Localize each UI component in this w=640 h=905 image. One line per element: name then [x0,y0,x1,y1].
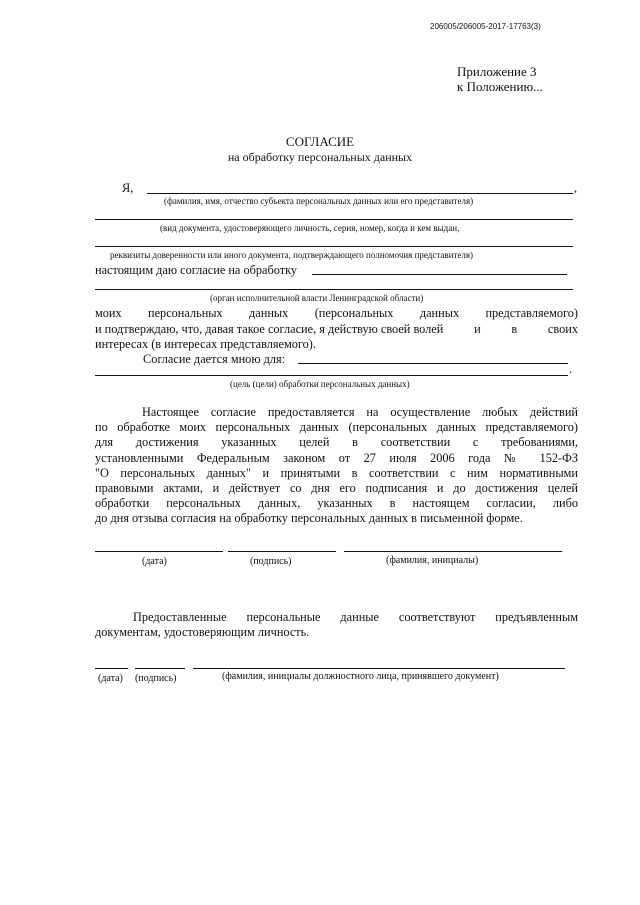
paragraph-line: "О персональных данных" и принятыми в соответствии с ним нормативными [95,465,578,480]
document-fill-line[interactable] [95,219,573,220]
caption-signature: (подпись) [250,556,292,567]
document-subtitle: на обработку персональных данных [227,150,413,164]
purpose-text: Согласие дается мною для: [143,352,286,366]
official-signature-line[interactable] [135,668,185,669]
purpose-fill-line-1[interactable] [298,363,568,364]
caption-document: (вид документа, удостоверяющего личность, серия, номер, когда и кем выдан, [160,223,460,233]
authority-fill-line[interactable] [95,289,573,290]
fio-comma: , [574,181,578,195]
word: персональных [148,306,223,320]
purpose-fill-line-2[interactable] [95,375,568,376]
caption-purpose: (цель (цели) обработки персональных данных) [230,379,410,389]
consent-words-row [95,306,578,321]
word: представляемого) [485,306,578,320]
appendix-line-2: к Положению... [457,79,543,94]
official-date-line[interactable] [95,668,128,669]
official-paragraph [95,610,578,640]
paragraph-line: документам, удостоверяющим личность. [95,625,310,640]
word: (персональных [314,306,394,320]
caption-date: (дата) [142,556,167,567]
caption-fio: (фамилия, имя, отчество субъекта персональных данных или его представителя) [164,196,474,206]
interests-text: интересах (в интересах представляемого). [95,337,316,351]
document-id: 206005/206005-2017-17763(3) [430,22,541,31]
official-caption-signature: (подпись) [135,673,177,684]
word: данных [419,306,460,320]
official-caption-date: (дата) [98,673,123,684]
purpose-period: . [569,362,573,376]
paragraph-line: по обработке моих персональных данных (персональных данных представляемого) [95,420,578,435]
confirm-text: и подтверждаю, что, давая такое согласие, я действую своей волей [95,322,444,336]
appendix-reference [457,64,543,94]
official-caption-name: (фамилия, инициалы должностного лица, принявшего документ) [222,671,499,682]
paragraph-line: правовыми актами, и действует со дня его подписания и до достижения целей [95,480,578,495]
paragraph-line: Предоставленные персональные данные соответствуют предъявленным [133,610,578,624]
paragraph-line: для достижения указанных целей в соответствии с требованиями, [95,435,578,450]
word: моих [95,306,122,320]
paragraph-line: до дня отзыва согласия на обработку персональных данных в письменной форме. [95,511,523,526]
date-fill-line[interactable] [95,551,223,552]
signature-fill-line[interactable] [228,551,336,552]
word: данных [249,306,289,320]
appendix-line-1: Приложение 3 [457,64,537,79]
word: и [474,322,481,336]
paragraph-line: Настоящее согласие предоставляется на осуществление любых действий [142,405,578,419]
proxy-fill-line[interactable] [95,246,573,247]
name-fill-line[interactable] [344,551,562,552]
fio-fill-line[interactable] [147,193,573,194]
paragraph-line: установленными Федеральным законом от 27 июля 2006 года № 152-ФЗ [95,450,578,465]
paragraph-line: обработки персональных данных, указанных в настоящем согласии, либо [95,496,578,511]
consent-text: настоящим даю согласие на обработку [95,263,298,277]
caption-authority: (орган исполнительной власти Ленинградской области) [210,293,424,303]
ya-label: Я, [122,181,134,195]
confirm-row [95,322,578,337]
consent-fill-line[interactable] [312,274,567,275]
caption-name: (фамилия, инициалы) [386,555,479,566]
document-title: СОГЛАСИЕ [285,134,355,149]
main-paragraph [95,405,578,527]
word: в [511,322,518,336]
caption-proxy: реквизиты доверенности или иного документа, подтверждающего полномочия представителя) [110,250,473,260]
word: своих [547,322,578,336]
official-name-line[interactable] [193,668,565,669]
